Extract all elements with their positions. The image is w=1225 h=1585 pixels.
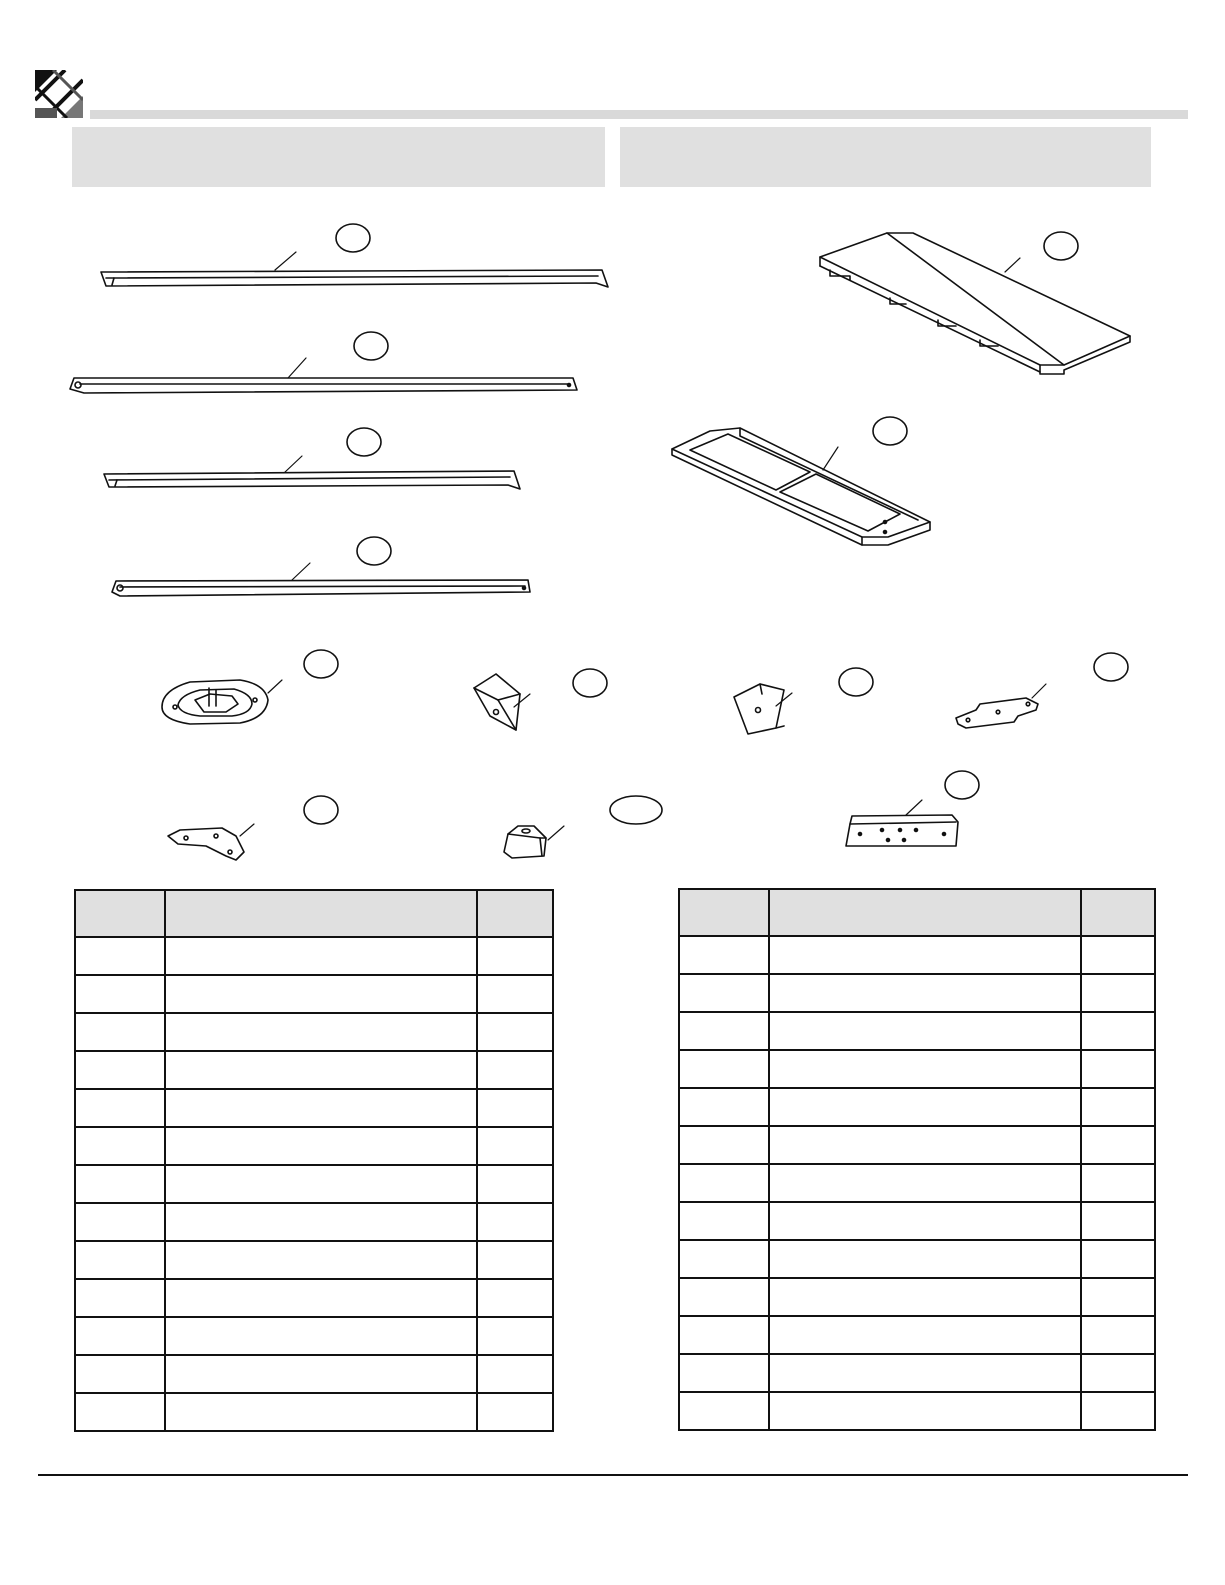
table-cell bbox=[679, 974, 769, 1012]
table-row bbox=[679, 1164, 1155, 1202]
table-cell bbox=[477, 1013, 553, 1051]
table-row bbox=[75, 1355, 553, 1393]
table-cell bbox=[1081, 1050, 1155, 1088]
table-row bbox=[75, 1127, 553, 1165]
table-row bbox=[75, 1279, 553, 1317]
table-cell bbox=[165, 1279, 477, 1317]
table-cell bbox=[1081, 974, 1155, 1012]
rail-part-2 bbox=[70, 358, 577, 393]
rail-part-1 bbox=[101, 252, 608, 287]
table-row bbox=[75, 1165, 553, 1203]
table-row bbox=[679, 1126, 1155, 1164]
table-row bbox=[75, 1013, 553, 1051]
callout-rail-1 bbox=[336, 224, 370, 252]
table-row bbox=[679, 974, 1155, 1012]
table-cell bbox=[477, 1165, 553, 1203]
table-cell bbox=[165, 1013, 477, 1051]
table-cell bbox=[75, 1013, 165, 1051]
flat-bar-part bbox=[846, 800, 958, 846]
table-cell bbox=[1081, 1354, 1155, 1392]
table-cell bbox=[165, 1203, 477, 1241]
table-row bbox=[75, 1393, 553, 1431]
table-cell bbox=[679, 936, 769, 974]
callout-angle-plate bbox=[304, 796, 338, 824]
table-cell bbox=[165, 1393, 477, 1431]
table-cell bbox=[165, 1089, 477, 1127]
table-cell bbox=[679, 1392, 769, 1430]
table-cell bbox=[769, 1202, 1081, 1240]
rail-part-3 bbox=[104, 456, 520, 489]
column-header bbox=[165, 890, 477, 937]
table-cell bbox=[477, 1203, 553, 1241]
parts-list-right bbox=[678, 888, 1156, 1431]
footer-rule bbox=[38, 1474, 1188, 1476]
table-cell bbox=[769, 1278, 1081, 1316]
table-cell bbox=[75, 937, 165, 975]
angle-plate-part bbox=[168, 824, 254, 860]
table-row bbox=[679, 1392, 1155, 1430]
table-row bbox=[75, 975, 553, 1013]
table-cell bbox=[769, 1392, 1081, 1430]
table-cell bbox=[75, 1355, 165, 1393]
table-row bbox=[679, 1088, 1155, 1126]
table-cell bbox=[1081, 936, 1155, 974]
table-cell bbox=[477, 1089, 553, 1127]
table-cell bbox=[75, 1127, 165, 1165]
bent-bracket-part bbox=[474, 674, 530, 730]
table-cell bbox=[679, 1316, 769, 1354]
table-row bbox=[679, 1278, 1155, 1316]
table-row bbox=[679, 1316, 1155, 1354]
callout-rail-2 bbox=[354, 332, 388, 360]
table-cell bbox=[769, 1088, 1081, 1126]
table-row bbox=[75, 1241, 553, 1279]
table-row bbox=[75, 1051, 553, 1089]
table-row bbox=[679, 936, 1155, 974]
anchor-plate-part bbox=[162, 680, 282, 724]
column-header bbox=[769, 889, 1081, 936]
table-header-row bbox=[75, 890, 553, 937]
table-cell bbox=[769, 1050, 1081, 1088]
rail-part-4 bbox=[112, 563, 530, 596]
table-cell bbox=[679, 1126, 769, 1164]
callout-roof-panel bbox=[1044, 232, 1078, 260]
table-cell bbox=[75, 1089, 165, 1127]
table-cell bbox=[165, 1241, 477, 1279]
table-cell bbox=[769, 1316, 1081, 1354]
callout-rail-4 bbox=[357, 537, 391, 565]
table-cell bbox=[75, 1203, 165, 1241]
callout-rail-3 bbox=[347, 428, 381, 456]
table-cell bbox=[477, 1051, 553, 1089]
table-cell bbox=[679, 1354, 769, 1392]
table-cell bbox=[477, 937, 553, 975]
table-cell bbox=[165, 1165, 477, 1203]
column-header bbox=[1081, 889, 1155, 936]
callout-gusset bbox=[839, 668, 873, 696]
table-row bbox=[679, 1202, 1155, 1240]
table-cell bbox=[679, 1088, 769, 1126]
table-cell bbox=[477, 975, 553, 1013]
callout-bent-bracket bbox=[573, 669, 607, 697]
table-row bbox=[75, 1203, 553, 1241]
spacer-block-part bbox=[504, 826, 564, 858]
table-cell bbox=[769, 1354, 1081, 1392]
table-cell bbox=[679, 1240, 769, 1278]
table-cell bbox=[477, 1317, 553, 1355]
callout-flat-bar bbox=[945, 771, 979, 799]
table-cell bbox=[165, 1127, 477, 1165]
table-cell bbox=[477, 1127, 553, 1165]
table-cell bbox=[1081, 1012, 1155, 1050]
table-cell bbox=[75, 1165, 165, 1203]
column-header bbox=[679, 889, 769, 936]
table-cell bbox=[165, 975, 477, 1013]
table-cell bbox=[477, 1393, 553, 1431]
column-header bbox=[75, 890, 165, 937]
table-cell bbox=[769, 1126, 1081, 1164]
table-cell bbox=[769, 1240, 1081, 1278]
table-cell bbox=[1081, 1278, 1155, 1316]
table-cell bbox=[477, 1355, 553, 1393]
table-cell bbox=[75, 1279, 165, 1317]
table-cell bbox=[1081, 1240, 1155, 1278]
table-cell bbox=[477, 1241, 553, 1279]
table-row bbox=[75, 1317, 553, 1355]
callout-anchor-plate bbox=[304, 650, 338, 678]
column-header bbox=[477, 890, 553, 937]
table-cell bbox=[165, 1317, 477, 1355]
table-cell bbox=[1081, 1392, 1155, 1430]
table-cell bbox=[1081, 1126, 1155, 1164]
table-cell bbox=[75, 1241, 165, 1279]
table-row bbox=[679, 1354, 1155, 1392]
table-cell bbox=[165, 937, 477, 975]
splice-strap-part bbox=[956, 684, 1046, 728]
table-cell bbox=[75, 975, 165, 1013]
table-cell bbox=[1081, 1202, 1155, 1240]
table-cell bbox=[679, 1202, 769, 1240]
table-cell bbox=[679, 1164, 769, 1202]
parts-list-left bbox=[74, 889, 554, 1432]
table-cell bbox=[679, 1050, 769, 1088]
table-cell bbox=[769, 1164, 1081, 1202]
callout-splice-strap bbox=[1094, 653, 1128, 681]
table-cell bbox=[75, 1317, 165, 1355]
table-header-row bbox=[679, 889, 1155, 936]
table-row bbox=[75, 1089, 553, 1127]
gusset-part bbox=[734, 684, 792, 734]
table-cell bbox=[679, 1012, 769, 1050]
table-row bbox=[679, 1012, 1155, 1050]
roof-panel-part bbox=[820, 233, 1130, 374]
callout-base-tray bbox=[873, 417, 907, 445]
table-row bbox=[679, 1240, 1155, 1278]
table-cell bbox=[165, 1355, 477, 1393]
table-cell bbox=[1081, 1316, 1155, 1354]
table-cell bbox=[769, 974, 1081, 1012]
table-cell bbox=[75, 1051, 165, 1089]
table-cell bbox=[477, 1279, 553, 1317]
callout-spacer-block bbox=[610, 796, 662, 824]
table-cell bbox=[165, 1051, 477, 1089]
table-row bbox=[679, 1050, 1155, 1088]
table-cell bbox=[1081, 1164, 1155, 1202]
table-cell bbox=[1081, 1088, 1155, 1126]
table-cell bbox=[75, 1393, 165, 1431]
table-cell bbox=[679, 1278, 769, 1316]
table-row bbox=[75, 937, 553, 975]
table-cell bbox=[769, 1012, 1081, 1050]
table-cell bbox=[769, 936, 1081, 974]
